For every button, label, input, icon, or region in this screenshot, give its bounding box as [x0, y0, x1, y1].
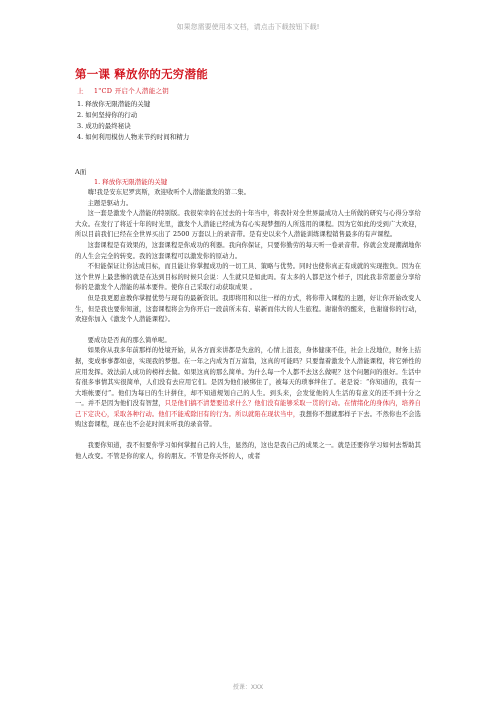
paragraph: 但是我更愿意教你掌握优势与现有的最新资讯。我即将用和以往一样的方式，将你带入课程的主题，好让你开始改变人生，但是我也要你知道，这套课程将会为你开启一段前所未有、崭新而伟大的人生旅程。谢谢你的醒来，也谢谢你的行动，欢迎你加入《激发个人潜能课程》。	[75, 294, 421, 324]
paragraph-text: 如果你从我多年前那样的处境开始，从各方面来讲都是失意的，心情上沮丧，身体健康不佳，社会上没地位，财务上拮据，变成事事都如意，实现我的梦想。在一年之内成为百万富翁，这真的可能吗？只要靠着激发个人潜能课程，将它弹性的应用发挥。效法前人成功的榜样去做。如果这真的那么简单。为什么每一个人都不去这么做呢？这个问题问的很好。生活中有很多事情其实很简单，人们没有去应用它们。是因为他们被绑住了，被每天的琐事绊住了。老是说：“你知道的，我有一大堆帐要付”。他们为每日的生计拼住，却不知道规划自己的人生。到头来，会发觉他的人生活的有意义的还不到十分之一。并不是因为他们没有智慧，	[75, 347, 421, 408]
page-footer: 授课：XXX	[232, 684, 264, 691]
paragraph: 嗨!我是安东尼罗宾斯，欢迎收听个人潜能激发的第二集。	[87, 189, 251, 196]
toc-item: 4. 如何利用模仿人物来节约时间和精力	[77, 133, 190, 141]
lesson-subtitle	[77, 86, 421, 95]
section-heading: 1. 释放你无限潜能的关键	[94, 178, 168, 186]
toc-item: 3. 成功的最终秘诀	[77, 122, 131, 130]
paragraph-text: 我想你不想就那样子下去。不然你也不会选购这套课程，现在也不会花时间来听我的录音带。	[75, 410, 421, 429]
side-label: A面	[75, 168, 87, 176]
document-page	[75, 66, 421, 462]
table-of-contents	[77, 99, 421, 143]
lesson-title: 第一课 释放你的无穷潜能	[75, 67, 208, 81]
download-watermark: 如果您需要使用本文档，请点击下载按钮下载!	[176, 23, 320, 31]
paragraph: 主题是驱动力。	[87, 199, 133, 207]
paragraph: 这套课程是有效果的，这套课程是你成功的利器。我向你保证，只要你勤劳的每天听一卷录音带。你就会发现潮湖地你的人生会完全的转变。我的这套课程可以激发你的原动力。	[75, 241, 421, 260]
paragraph-mixed	[75, 346, 421, 431]
highlighted-text: 只是他们搞不清楚要追求什么？他们没有能够采取一贯的行动。在情绪化的身体内，培养自己下定决心，采取各种行动。他们不能戒除旧有的行为。所以就陷在现状当中，	[75, 400, 422, 418]
toc-item: 2. 如何坚持你的行动	[77, 111, 138, 119]
paragraph: 我要你知道，我不但要你学习如何掌握自己的人生，显然的，这也是我自己的成果之一。就是还要你学习如何去帮助其他人改变。不管是你的家人，你的朋友。不管是你关怀的人，或者	[75, 442, 421, 460]
paragraph: 要成功是否真的那么简单呢。	[87, 336, 171, 344]
paragraph: 这一套是激发个人潜能的特别版。我很荣幸的在过去的十年当中，将我针对全世界最成功人士所做的研究与心得分享给大众。在发行了将近十年的时光里，激发个人潜能已经成为有心实现梦想的人所选用的课程。因为它如此的受到广大欢迎，所以目前我们已经在全世界买出了 2500 万套以上的录音带。是有史以来个人潜能训练课程销售最多的有声课程。	[75, 210, 421, 239]
toc-item: 1. 释放你无限潜能的关键	[77, 100, 151, 108]
subtitle-side: 上	[77, 87, 84, 95]
paragraph: 不但能保证让你达成目标，而且能让你掌握成功的一切工具、策略与优势。同时也使你真正有成就的实现抱负。因为在这个世界上最悲惨的就是在达到目标的时候只会说：人生就只是如此吗。有太多的人都是这个样子，因此我非常愿意分享给你的是激发个人潜能的基本要件。使你自己采取行动获取成果 。	[75, 263, 421, 292]
subtitle-cd: 1"CD 开启个人潜能之钥	[93, 87, 170, 95]
